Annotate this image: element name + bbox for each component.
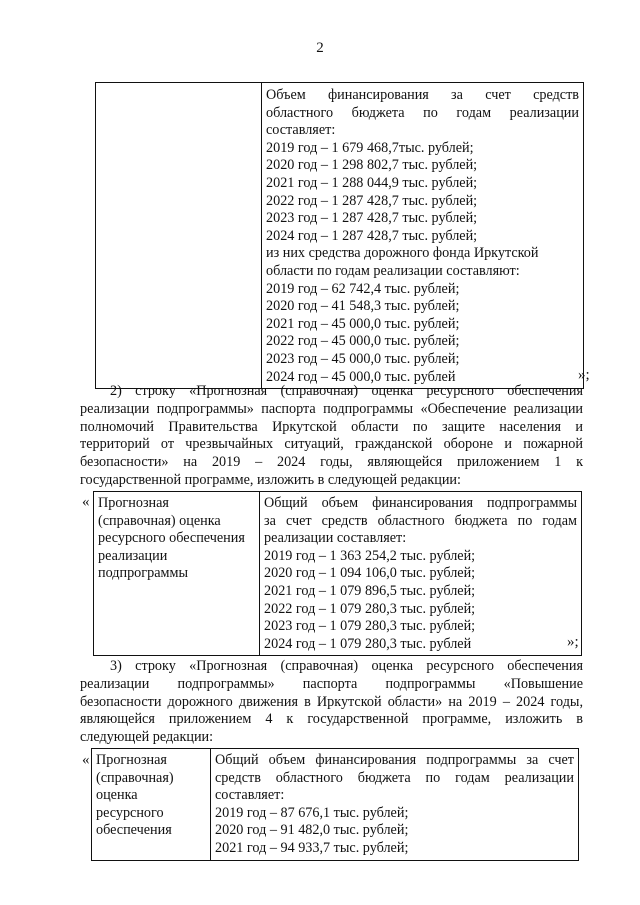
table-line: 2020 год – 91 482,0 тыс. рублей; (215, 822, 409, 839)
table-line: 2024 год – 1 079 280,3 тыс. рублей (264, 635, 472, 652)
table-line: обеспечения (96, 822, 172, 839)
table-right-cell (262, 83, 584, 389)
table-right-cell (211, 749, 579, 861)
table-line: (справочная) оценка (98, 512, 221, 529)
table-road-safety-funding (91, 748, 579, 861)
table-line: оценка (96, 787, 138, 804)
table-line: 2024 год – 1 287 428,7 тыс. рублей; (266, 227, 478, 244)
table-line: областного бюджета по годам реализации (266, 104, 579, 121)
opening-quote: « (82, 752, 90, 768)
table-line: составляет: (215, 787, 285, 804)
table-line: 2019 год – 87 676,1 тыс. рублей; (215, 804, 409, 821)
paragraph-line: являющейся приложением 4 к государственной программе, изложить в (80, 711, 583, 728)
paragraph-item-3 (80, 658, 583, 747)
table-line: 2021 год – 1 288 044,9 тыс. рублей; (266, 174, 478, 191)
paragraph-line: безопасности» на 2019 – 2024 годы, являющейся приложением 1 к (80, 454, 583, 471)
table-line: из них средства дорожного фонда Иркутской (266, 245, 539, 262)
table-line: Объем финансирования за счет средств (266, 87, 579, 103)
table-line: 2023 год – 1 287 428,7 тыс. рублей; (266, 210, 478, 227)
paragraph-line: территорий от чрезвычайных ситуаций, гражданской обороне и пожарной (80, 436, 583, 453)
paragraph-line: государственной программе, изложить в следующей редакции: (80, 471, 461, 488)
table-left-cell (92, 749, 211, 861)
table-line: 2021 год – 1 079 896,5 тыс. рублей; (264, 582, 476, 599)
table-line: ресурсного (96, 804, 164, 821)
table-left-cell (94, 492, 260, 656)
table-line: 2021 год – 45 000,0 тыс. рублей; (266, 315, 460, 332)
table-subprogram-funding (93, 491, 582, 656)
table-funding-continuation (95, 82, 584, 389)
paragraph-line: 3) строку «Прогнозная (справочная) оценка ресурсного обеспечения (110, 658, 583, 674)
closing-quote: »; (567, 634, 579, 650)
table-line: (справочная) (96, 769, 174, 786)
table-left-cell (96, 83, 262, 389)
table-line: 2023 год – 1 079 280,3 тыс. рублей; (264, 618, 476, 635)
table-line: ресурсного обеспечения (98, 530, 245, 547)
paragraph-line: 2) строку «Прогнозная (справочная) оценка ресурсного обеспечения (110, 383, 583, 399)
paragraph-item-2 (80, 383, 583, 490)
table-line: за счет средств областного бюджета по годам (264, 512, 577, 529)
table-line: Прогнозная (98, 495, 169, 511)
paragraph-line: следующей редакции: (80, 729, 214, 746)
table-line: подпрограммы (98, 565, 188, 582)
table-line: 2022 год – 1 287 428,7 тыс. рублей; (266, 192, 478, 209)
paragraph-line: реализации подпрограммы» паспорта подпрограммы «Обеспечение реализации (80, 400, 583, 417)
table-line: 2019 год – 1 679 468,7тыс. рублей; (266, 139, 474, 156)
table-line: 2022 год – 45 000,0 тыс. рублей; (266, 333, 460, 350)
table-line: 2019 год – 62 742,4 тыс. рублей; (266, 280, 460, 297)
table-line: средств областного бюджета по годам реализации (215, 769, 574, 786)
closing-quote: »; (578, 367, 590, 383)
paragraph-line: полномочий Правительства Иркутской области по защите населения и (80, 418, 583, 435)
table-line: 2019 год – 1 363 254,2 тыс. рублей; (264, 547, 476, 564)
table-line: реализации (98, 547, 168, 564)
table-line: 2020 год – 1 094 106,0 тыс. рублей; (264, 565, 476, 582)
table-line: 2023 год – 45 000,0 тыс. рублей; (266, 350, 460, 367)
table-line: 2020 год – 41 548,3 тыс. рублей; (266, 298, 460, 315)
paragraph-line: реализации подпрограммы» паспорта подпрограммы «Повышение (80, 675, 583, 692)
table-line: Общий объем финансирования подпрограммы за счет (215, 752, 574, 768)
table-line: Прогнозная (96, 752, 167, 768)
table-right-cell (260, 492, 582, 656)
opening-quote: « (82, 494, 90, 510)
table-line: 2022 год – 1 079 280,3 тыс. рублей; (264, 600, 476, 617)
table-line: области по годам реализации составляют: (266, 262, 520, 279)
table-line: 2021 год – 94 933,7 тыс. рублей; (215, 839, 409, 856)
table-line: реализации составляет: (264, 530, 407, 547)
table-line: 2020 год – 1 298 802,7 тыс. рублей; (266, 157, 478, 174)
page-number: 2 (316, 40, 324, 56)
paragraph-line: безопасности дорожного движения в Иркутской области» на 2019 – 2024 годы, (80, 693, 583, 710)
table-line: 2024 год – 45 000,0 тыс. рублей (266, 368, 456, 385)
table-line: составляет: (266, 122, 336, 139)
table-line: Общий объем финансирования подпрограммы (264, 495, 577, 511)
